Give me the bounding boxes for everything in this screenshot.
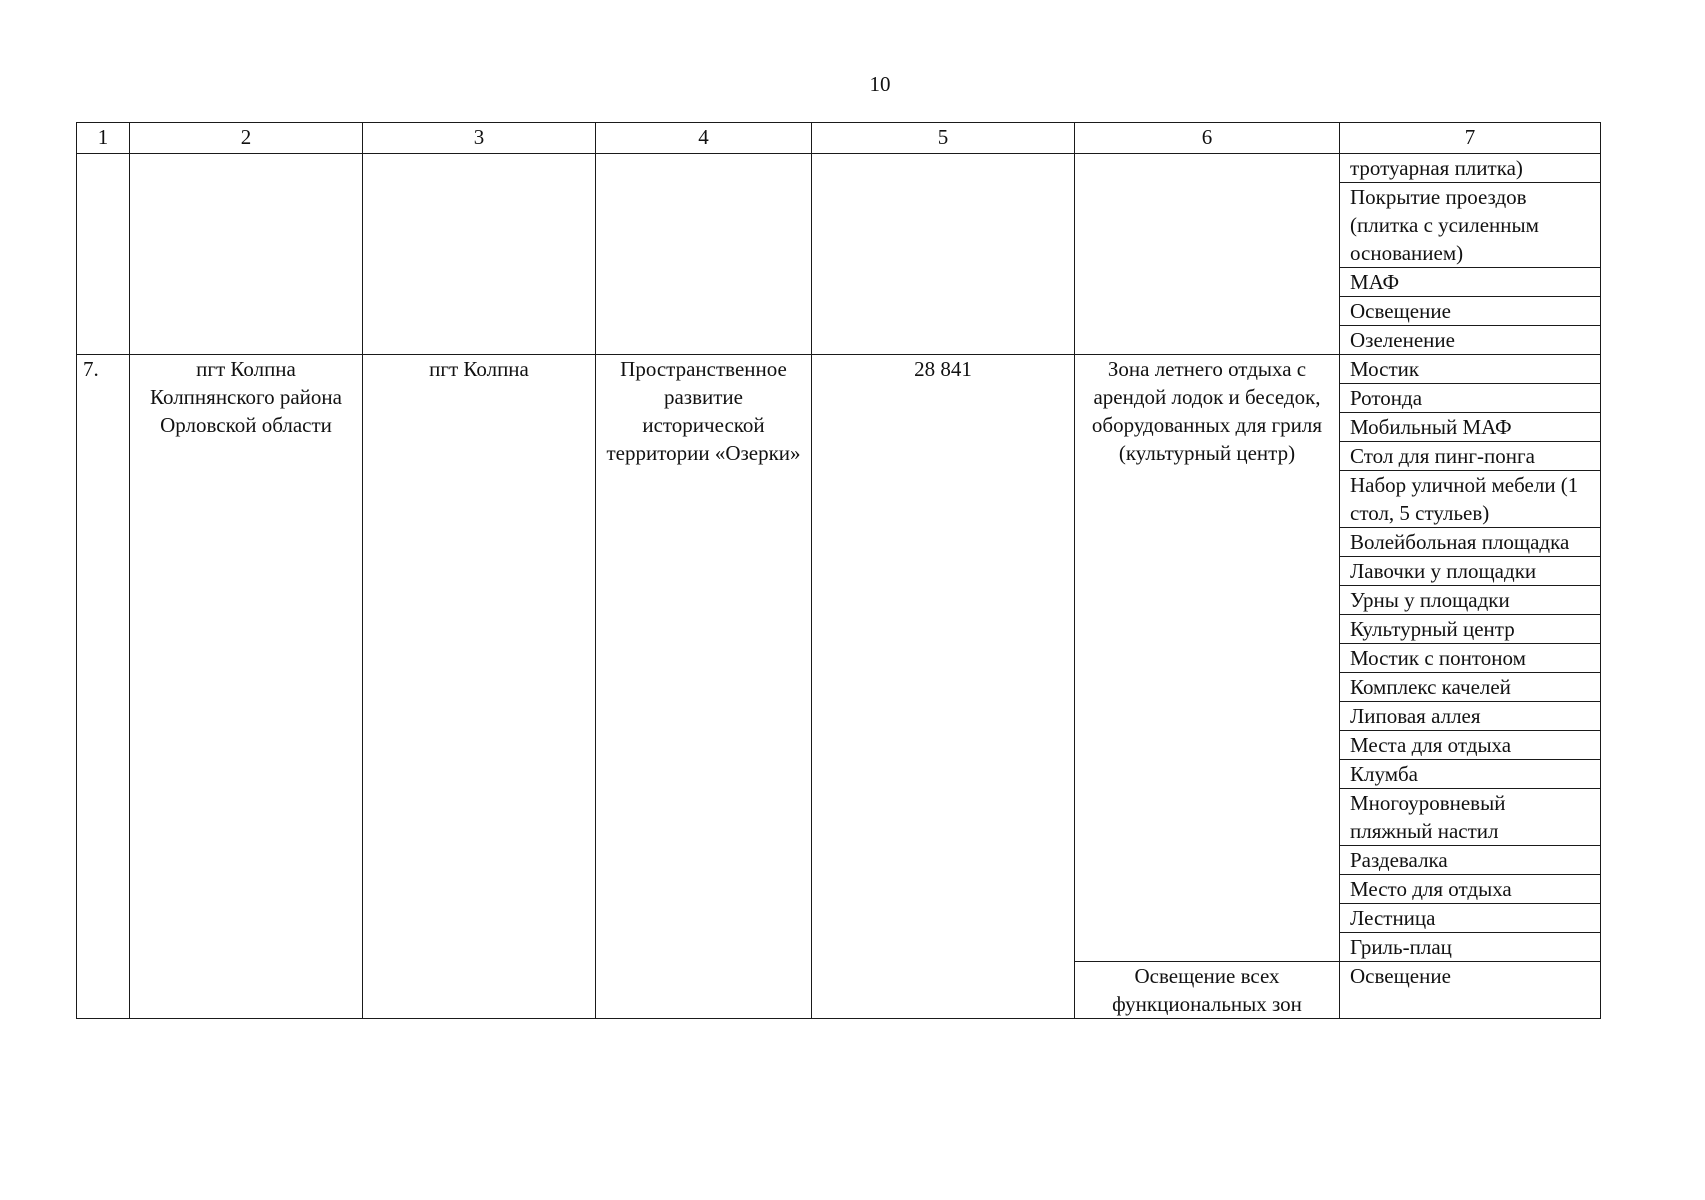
zone-summer-items-cell <box>1340 355 1601 962</box>
list-item: Стол для пинг-понга <box>1340 442 1600 471</box>
list-item: Лавочки у площадки <box>1340 557 1600 586</box>
list-item: Набор уличной мебели (1 стол, 5 стульев) <box>1340 471 1600 528</box>
list-item: МАФ <box>1340 268 1600 297</box>
continuation-cell-2 <box>130 154 363 355</box>
header-cell-4: 4 <box>596 123 812 154</box>
list-item: Освещение <box>1350 964 1451 988</box>
project-cell: Пространственное развитие исторической территории «Озерки» <box>596 355 812 1019</box>
zone-summer-cell: Зона летнего отдыха с арендой лодок и беседок, оборудованных для гриля (культурный центр) <box>1075 355 1340 962</box>
header-cell-2: 2 <box>130 123 363 154</box>
header-row <box>77 123 1601 154</box>
list-item: Многоуровневый пляжный настил <box>1340 789 1600 846</box>
list-item: Озеленение <box>1350 328 1455 352</box>
document-table <box>76 122 1601 1019</box>
continuation-row <box>77 154 1601 355</box>
header-cell-7: 7 <box>1340 123 1601 154</box>
table-row-7a <box>77 355 1601 962</box>
list-item: Раздевалка <box>1340 846 1600 875</box>
list-item: Освещение <box>1340 297 1600 326</box>
list-item: тротуарная плитка) <box>1340 154 1600 183</box>
continuation-cell-3 <box>363 154 596 355</box>
zone-lighting-cell: Освещение всех функциональных зон <box>1075 962 1340 1019</box>
list-item: Покрытие проездов (плитка с усиленным основанием) <box>1340 183 1600 268</box>
continuation-items-cell <box>1340 154 1601 355</box>
list-item: Место для отдыха <box>1340 875 1600 904</box>
header-cell-6: 6 <box>1075 123 1340 154</box>
row-number: 7. <box>77 355 130 1019</box>
list-item: Места для отдыха <box>1340 731 1600 760</box>
list-item: Клумба <box>1340 760 1600 789</box>
list-item: Комплекс качелей <box>1340 673 1600 702</box>
list-item: Ротонда <box>1340 384 1600 413</box>
list-item: Липовая аллея <box>1340 702 1600 731</box>
list-item: Мобильный МАФ <box>1340 413 1600 442</box>
list-item: Мостик <box>1340 355 1600 384</box>
continuation-cell-6 <box>1075 154 1340 355</box>
zone-lighting-items-cell <box>1340 962 1601 1019</box>
list-item: Волейбольная площадка <box>1340 528 1600 557</box>
continuation-cell-4 <box>596 154 812 355</box>
header-cell-1: 1 <box>77 123 130 154</box>
list-item: Урны у площадки <box>1340 586 1600 615</box>
continuation-cell-5 <box>812 154 1075 355</box>
list-item: Гриль-плац <box>1350 935 1452 959</box>
place-cell: пгт Колпна Колпнянского района Орловской области <box>130 355 363 1019</box>
list-item: Мостик с понтоном <box>1340 644 1600 673</box>
continuation-cell-1 <box>77 154 130 355</box>
header-cell-5: 5 <box>812 123 1075 154</box>
list-item: Лестница <box>1340 904 1600 933</box>
list-item: Культурный центр <box>1340 615 1600 644</box>
page-number: 10 <box>869 72 891 96</box>
header-cell-3: 3 <box>363 123 596 154</box>
amount-cell: 28 841 <box>812 355 1075 1019</box>
settlement-cell: пгт Колпна <box>363 355 596 1019</box>
